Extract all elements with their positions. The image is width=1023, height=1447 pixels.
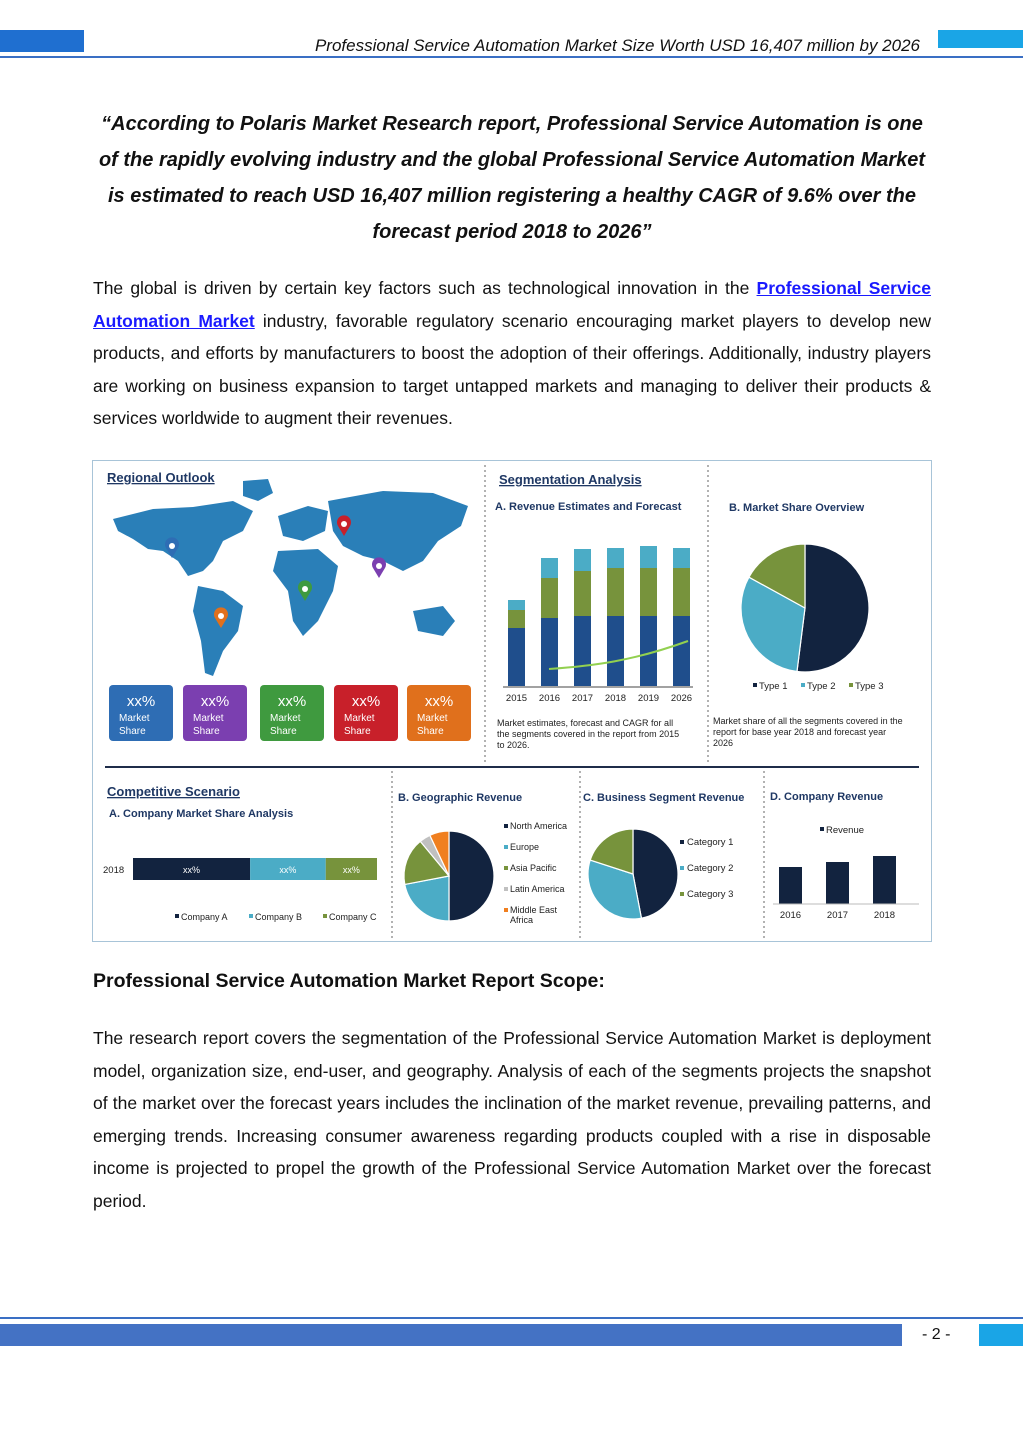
company-legend-2: Company B: [255, 912, 303, 922]
revenue-bar-2016-seg1: [541, 618, 558, 686]
revenue-bar-2026-seg3: [673, 548, 690, 568]
share-note-line1: Market share of all the segments covered in the: [713, 716, 903, 726]
revenue-bar-2018-seg2: [607, 568, 624, 616]
share-note-line2: report for base year 2018 and forecast year: [713, 727, 887, 737]
infographic-svg: [93, 461, 931, 941]
intro-text-before: The global is driven by certain key factors such as technological innovation in the: [93, 278, 757, 298]
revenue-bar-2026-seg2: [673, 568, 690, 616]
header-rule: [0, 56, 1023, 58]
quote-close: ”: [641, 221, 652, 243]
geo-legend-swatch-2: [504, 845, 508, 849]
region-card-3: [260, 685, 324, 741]
revenue-bar-2017-seg1: [574, 616, 591, 686]
revenue-bar-2017-seg2: [574, 571, 591, 616]
segmentation-title: Segmentation Analysis: [499, 472, 642, 487]
revenue-bar-2015-seg2: [508, 610, 525, 628]
biz-legend-3: Category 3: [687, 889, 734, 900]
legend-type1: Type 1: [759, 681, 788, 692]
region-card-1: [109, 685, 173, 741]
geo-legend-swatch-5: [504, 908, 508, 912]
quote-text: According to Polaris Market Research report, Professional Service Automation is one of the rapidly evolving industry and the global Professional Service Automation Market is estimated to reach USD 16,407 million registering a healthy CAGR of 9.6% over the forecast period 2018 to 2026: [98, 113, 926, 243]
biz-legend-2: Category 2: [687, 863, 734, 874]
europe-shape: [278, 506, 328, 541]
biz-legend-swatch-2: [680, 866, 684, 870]
geo-legend-3: Asia Pacific: [510, 863, 557, 873]
infographic: [92, 460, 932, 942]
share-legend: [753, 681, 884, 692]
revenue-bar-2019-seg3: [640, 546, 657, 568]
region-card-2-value: xx%: [200, 693, 230, 710]
revenue-bar-2018-seg1: [607, 616, 624, 686]
greenland-shape: [243, 479, 273, 501]
region-card-4-label1: Market: [344, 713, 375, 724]
geo-legend-5: Middle East: [510, 905, 558, 915]
region-card-2: [183, 685, 247, 741]
region-cards: [109, 685, 471, 741]
company-bar-label-1: xx%: [183, 865, 201, 875]
geo-legend-swatch-3: [504, 866, 508, 870]
scope-paragraph: The research report covers the segmentation of the Professional Service Automation Market is deployment model, organization size, end-user, and geography. Analysis of each of the segments projects the snapshot of the market over the forecast years includes the inclination of the market revenue, prevailing patterns, and emerging trends. Increasing consumer awareness regarding products coupled with a rise in disposable income is projected to propel the growth of the Professional Service Automation Market over the forecast period.: [93, 1028, 931, 1211]
legend-swatch-type2: [801, 683, 805, 687]
revenue-note: [497, 718, 679, 750]
company-bar-label-3: xx%: [342, 865, 360, 875]
header-title: Professional Service Automation Market Size Worth USD 16,407 million by 2026: [314, 36, 920, 55]
legend-type3: Type 3: [855, 681, 884, 692]
region-card-5-label2: Share: [417, 726, 444, 737]
biz-slice-category-1: [633, 829, 678, 918]
company-rev-title: D. Company Revenue: [770, 791, 884, 803]
legend-type2: Type 2: [807, 681, 836, 692]
competitive-title: Competitive Scenario: [107, 784, 240, 799]
pin-asia: [372, 557, 386, 578]
revenue-bar-2016-seg3: [541, 558, 558, 578]
share-note-line3: 2026: [713, 738, 734, 748]
intro-text-after: industry, favorable regulatory scenario encouraging market players to develop new products, and efforts by manufacturers to boost the adoption of their offerings. Additionally, industry players are working on business expansion to target untapped markets and managing to deliver their products & services worldwide to augment their revenues.: [93, 310, 932, 429]
company-legend-swatch-2: [249, 914, 253, 918]
company-rev-tick-2017: 2017: [826, 910, 849, 921]
scope-heading: Professional Service Automation Market Report Scope:: [93, 970, 605, 992]
region-card-4-value: xx%: [351, 693, 381, 710]
company-rev-legend: Revenue: [826, 825, 865, 836]
revenue-bar-2019-seg2: [640, 568, 657, 616]
revenue-bar-2015-seg1: [508, 628, 525, 686]
company-revenue-chart: [773, 825, 919, 921]
north-america-shape: [113, 501, 253, 576]
revenue-tick-2026: 2026: [670, 693, 693, 704]
company-legend-3: Company C: [329, 912, 377, 922]
share-chart-title: B. Market Share Overview: [729, 502, 865, 514]
company-rev-tick-2018: 2018: [873, 910, 896, 921]
footer-accent-left: [0, 1324, 902, 1346]
biz-legend-swatch-1: [680, 840, 684, 844]
geo-legend-2: Europe: [510, 842, 540, 852]
footer-rule: [0, 1317, 1023, 1319]
geo-pie: [404, 831, 494, 921]
biz-title: C. Business Segment Revenue: [583, 792, 745, 804]
revenue-note-line2: the segments covered in the report from 2015: [497, 729, 680, 739]
intro-paragraph: [93, 272, 931, 435]
biz-legend-swatch-3: [680, 892, 684, 896]
region-card-3-label2: Share: [270, 726, 297, 737]
company-rev-bar-2016: [779, 867, 802, 904]
region-card-1-label1: Market: [119, 713, 150, 724]
company-bar-label-2: xx%: [279, 865, 297, 875]
south-america-shape: [193, 586, 243, 676]
geo-legend-swatch-1: [504, 824, 508, 828]
region-card-3-label1: Market: [270, 713, 301, 724]
revenue-tick-2019: 2019: [637, 693, 660, 704]
company-legend-1: Company A: [181, 912, 228, 922]
legend-swatch-type1: [753, 683, 757, 687]
region-card-1-label2: Share: [119, 726, 146, 737]
header-accent-right: [938, 30, 1023, 48]
revenue-note-line1: Market estimates, forecast and CAGR for all: [497, 718, 674, 728]
revenue-bar-2017-seg3: [574, 549, 591, 571]
page-number: - 2 -: [922, 1326, 951, 1343]
revenue-bar-2016-seg2: [541, 578, 558, 618]
revenue-tick-2017: 2017: [571, 693, 594, 704]
company-rev-bar-2017: [826, 862, 849, 904]
geo-legend-swatch-4: [504, 887, 508, 891]
company-rev-tick-2016: 2016: [779, 910, 802, 921]
company-legend-swatch-3: [323, 914, 327, 918]
share-slice-type-1: [797, 544, 869, 672]
region-card-2-label1: Market: [193, 713, 224, 724]
asia-shape: [328, 491, 468, 571]
legend-swatch-type3: [849, 683, 853, 687]
quote-open: “: [101, 113, 112, 135]
geo-title: B. Geographic Revenue: [398, 792, 523, 804]
biz-legend: [680, 837, 733, 900]
company-legend-swatch-1: [175, 914, 179, 918]
market-share-pie: [741, 544, 869, 672]
footer-accent-right: [979, 1324, 1023, 1346]
geo-legend-4: Latin America: [510, 884, 565, 894]
company-rev-bar-2018: [873, 856, 896, 904]
region-card-3-value: xx%: [277, 693, 307, 710]
geo-legend-5-cont: Africa: [510, 915, 534, 925]
revenue-tick-2018: 2018: [604, 693, 627, 704]
biz-legend-1: Category 1: [687, 837, 734, 848]
geo-slice-north-america: [449, 831, 494, 921]
region-card-5-value: xx%: [424, 693, 454, 710]
region-card-5: [407, 685, 471, 741]
revenue-bar-2015-seg3: [508, 600, 525, 610]
revenue-tick-2016: 2016: [538, 693, 561, 704]
geo-legend-1: North America: [510, 821, 568, 831]
revenue-tick-2015: 2015: [505, 693, 528, 704]
biz-pie: [588, 829, 678, 919]
market-link[interactable]: Professional Service Automation Market: [93, 278, 932, 331]
revenue-chart-title: A. Revenue Estimates and Forecast: [495, 501, 682, 513]
region-card-2-label2: Share: [193, 726, 220, 737]
region-card-1-value: xx%: [126, 693, 156, 710]
company-rev-legend-swatch: [820, 827, 824, 831]
region-card-4-label2: Share: [344, 726, 371, 737]
australia-shape: [413, 606, 455, 636]
company-share-title: A. Company Market Share Analysis: [109, 808, 294, 820]
revenue-note-line3: to 2026.: [497, 740, 530, 750]
geo-legend: [504, 821, 567, 925]
revenue-chart: [503, 546, 693, 704]
regional-title: Regional Outlook: [107, 470, 215, 485]
company-share-bar: [103, 858, 377, 922]
revenue-bar-2026-seg1: [673, 616, 690, 686]
share-note: [713, 716, 903, 748]
company-bar-category: 2018: [103, 865, 125, 876]
region-card-4: [334, 685, 398, 741]
world-map: [113, 479, 468, 676]
revenue-bar-2018-seg3: [607, 548, 624, 568]
region-card-5-label1: Market: [417, 713, 448, 724]
quote-block: [92, 106, 932, 250]
